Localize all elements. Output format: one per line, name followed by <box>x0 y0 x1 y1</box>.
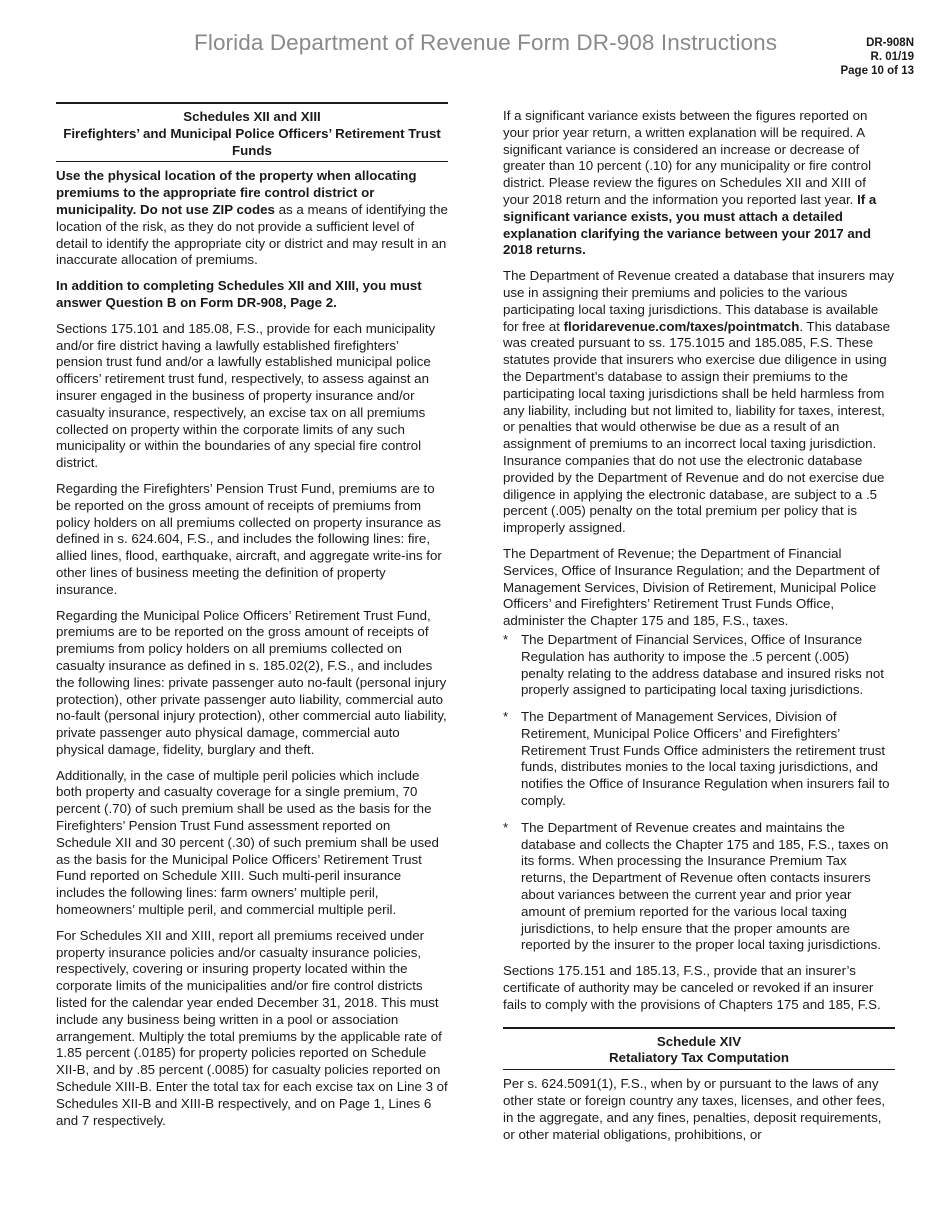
schedule-subtitle: Retaliatory Tax Computation <box>608 1050 790 1066</box>
bullet-marker: * <box>503 819 509 835</box>
schedule-title: Schedule XIV <box>656 1033 742 1049</box>
schedule-heading-xii-xiii <box>56 102 448 162</box>
list-item <box>503 820 895 954</box>
schedule-subtitle: Firefighters’ and Municipal Police Officers’ Retirement Trust Funds <box>63 125 441 158</box>
paragraph-location <box>56 168 448 269</box>
body-text: The Department of Revenue created a database that insurers may use in assigning their premiums and policies to the various participating local taxing jurisdictions. This database is available for free at <box>503 268 894 334</box>
paragraph-question-b <box>56 278 448 312</box>
left-column <box>56 102 448 1138</box>
bullet-text: The Department of Financial Services, Office of Insurance Regulation has authority to impose the .5 percent (.005) penalty relating to the address database and insured risks not properly assigned to participating local taxing jurisdictions. <box>521 631 884 698</box>
bullet-text: The Department of Revenue creates and maintains the database and collects the Chapter 175 and 185, F.S., taxes on its forms. When processing the Insurance Premium Tax returns, the Department of Revenue often contacts insurers about variances between the current year and prior year amount of premium reported for the various local taxing jurisdictions, to help ensure that the proper amounts are reported by the insurer to the proper local taxing jurisdictions. <box>521 819 889 953</box>
body-text: as a means of identifying the location of the risk, as they do not provide a sufficient level of detail to identify the appropriate city or district and may result in an inaccurate allocation of premiums. <box>56 201 448 268</box>
paragraph-statutes: Sections 175.101 and 185.08, F.S., provide for each municipality and/or fire district having a lawfully established firefighters’ pension trust fund and/or a lawfully established municipal police officers’ retirement trust fund, respectively, to assess against an insurer engaged in the business of property insurance and/or casualty insurance, respectively, an excise tax on all premiums collected on property within the corporate limits of any such municipality or within the boundaries of any special fire control district. <box>56 320 436 471</box>
bold-text: If a significant variance exists, you must attach a detailed explanation clarifying the variance between your 2017 and 2018 returns. <box>503 191 877 258</box>
paragraph-departments: The Department of Revenue; the Department of Financial Services, Office of Insurance Regulation; and the Department of Management Services, Division of Retirement, Municipal Police Officers’ and Firefighters’ Retirement Trust Funds Office, administer the Chapter 175 and 185, F.S., taxes. <box>503 545 880 629</box>
form-number: DR-908N <box>866 37 914 49</box>
paragraph-police: Regarding the Municipal Police Officers’ Retirement Trust Fund, premiums are to be reported on the gross amount of receipts of premiums from policy holders on all premiums collected on casualty insurance as defined in s. 185.02(2), F.S., and includes the following lines: private passenger auto no-fault (personal injury protection), other private passenger auto liability, commercial auto no-fault (personal injury protection), other commercial auto liability, private passenger auto physical damage, commercial auto physical damage, fidelity, burglary and theft. <box>56 607 447 757</box>
page-number: Page 10 of 13 <box>840 65 914 77</box>
paragraph-report-premiums: For Schedules XII and XIII, report all premiums received under property insurance policies and/or casualty insurance policies, respectively, covering or insuring property located within the corporate limits of the municipalities and/or fire control districts listed for the calendar year ended December 31, 2018. This must include any business being written in a pool or association arrangement. Multiply the total premiums by the applicable rate of 1.85 percent (.0185) for property policies reported on Schedule XII-B, and by .85 percent (.0085) for casualty policies reported on Schedule XIII-B. Enter the total tax for each excise tax on Line 3 of Schedules XII-B and XIII-B respectively, and on Page 1, Lines 6 and 7 respectively. <box>56 927 448 1128</box>
paragraph-database <box>503 268 895 537</box>
page-header-title: Florida Department of Revenue Form DR-908 Instructions <box>194 30 778 55</box>
list-item <box>503 709 895 810</box>
paragraph-firefighters: Regarding the Firefighters’ Pension Trust Fund, premiums are to be reported on the gross amount of receipts of premiums from policy holders on all premiums collected on property insurance as defined in s. 624.604, F.S., and includes the following lines: fire, allied lines, flood, earthquake, aircraft, and aggregate write-ins for other lines of business meeting the definition of property insurance. <box>56 480 442 597</box>
paragraph-variance <box>503 108 895 259</box>
bold-text: In addition to completing Schedules XII and XIII, you must answer Question B on Form DR-908, Page 2. <box>56 278 422 310</box>
pointmatch-link[interactable]: floridarevenue.com/taxes/pointmatch <box>563 318 800 334</box>
schedule-heading-xiv <box>503 1027 895 1071</box>
bold-text: Use the physical location of the property when allocating premiums to the appropriate fire control district or municipality. Do not use ZIP codes <box>56 168 417 217</box>
department-bullet-list <box>503 632 895 954</box>
body-text: . This database was created pursuant to ss. 175.1015 and 185.085, F.S. These statutes provide that insurers who exercise due diligence in using the Department’s database to assign their premiums to the participating local taxing jurisdictions shall be held harmless from any liability, including but not limited to, liability for taxes, interest, or penalties that would otherwise be due as a result of an assignment of premiums to an incorrect local taxing jurisdiction. Insurance companies that do not use the electronic database provided by the Department of Revenue and do not exercise due diligence in applying the electronic database, are subject to a .5 percent (.005) penalty on the total premium per policy that is improperly assigned. <box>503 318 891 536</box>
bullet-text: The Department of Management Services, Division of Retirement, Municipal Police Officers’ and Firefighters’ Retirement Trust Funds Office administers the retirement trust funds, distributes monies to the local taxing jurisdictions, and notifies the Office of Insurance Regulation when insurers fail to comply. <box>521 709 890 809</box>
bullet-marker: * <box>503 709 509 725</box>
bullet-marker: * <box>503 631 509 647</box>
schedule-title: Schedules XII and XIII <box>183 109 321 124</box>
right-column <box>503 108 895 1152</box>
paragraph-multi-peril: Additionally, in the case of multiple peril policies which include both property and casualty coverage for a single premium, 70 percent (.70) of such premium shall be used as the basis for the Firefighters’ Pension Trust Fund assessment reported on Schedule XII and 30 percent (.30) of such premium shall be used as the basis for the Municipal Police Officers’ Retirement Trust Fund reported on Schedule XIII. Such multi-peril insurance includes the following lines: farm owners’ multiple peril, homeowners’ multiple peril, and commercial multiple peril. <box>56 767 439 918</box>
paragraph-certificate: Sections 175.151 and 185.13, F.S., provide that an insurer’s certificate of authority may be canceled or revoked if an insurer fails to comply with the provisions of Chapters 175 and 185, F.S. <box>503 963 881 1012</box>
paragraph-retaliatory: Per s. 624.5091(1), F.S., when by or pursuant to the laws of any other state or foreign country any taxes, licenses, and other fees, in the aggregate, and any fines, penalties, deposit requirements, or other material obligations, prohibitions, or <box>503 1076 886 1142</box>
form-meta <box>840 36 914 78</box>
body-text: If a significant variance exists between the figures reported on your prior year return, a written explanation will be required. A significant variance is considered an increase or decrease of greater than 10 percent (.10) for any municipality or fire control district. Please review the figures on Schedules XII and XIII of your 2018 return and the information you reported last year. <box>503 108 872 207</box>
form-revision: R. 01/19 <box>870 51 914 63</box>
list-item <box>503 632 895 699</box>
